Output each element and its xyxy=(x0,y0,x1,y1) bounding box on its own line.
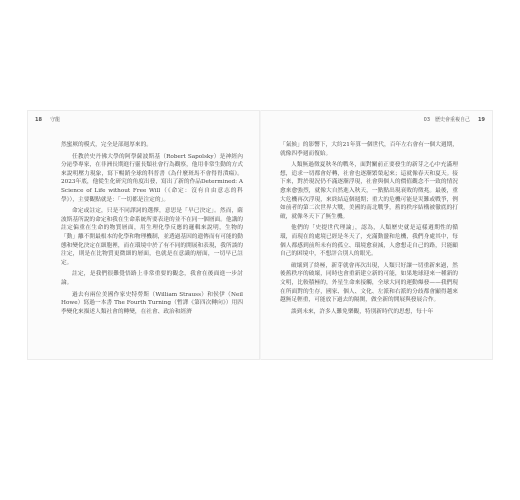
paragraph: 破壞到了終極，新芽就會再次出現，人類只好讓一切重新來過，然後舊秩序的破壞，同時也會重新建立新的可能，如果地球迎來一種新的文明，比較積極的，外星生命來接觸，全球大同的運動爆發——我們現在所面對的生存，國家、個人、文化、左派和右派的分歧都會顯得越來越無足輕重，可能放下過去的隔閡，做全新的開展與發展合作。 xyxy=(280,262,458,304)
paragraph: 命定或註定，只是不同譯詞的選擇，意思是「早已決定」。然而，薩波斯基所說的命定和我在生命系統所要表達的並不在同一個層面。他講的註定偏重在生命的物質層面，用生理化學反應的邏輯來說明，生物的「動」離不開最根本的化學和物理機制，並透過基因的遺傳而有可能的動態和變化決定在細胞裡，而在環境中於了有不同的開展和表現，我所談的注定，則是在比物質更微細的層面，也就是在意識的層面，一切早已註定。 xyxy=(61,208,243,266)
right-page-header xyxy=(424,116,485,123)
running-title: 03 歷史會重複自己 xyxy=(423,117,471,123)
paragraph: 談到未來，許多人難免樂觀，特別新時代的思想，每十年 xyxy=(291,308,434,315)
page-number: 19 xyxy=(478,117,485,123)
paragraph: 「氣候」的影響下，大約21年算一個世代，百年左右會有一個大週期，就像四季週而復始。 xyxy=(280,142,458,157)
right-page xyxy=(260,110,493,360)
paragraph: 人類無過徵夏秋冬的戰冬，面對關前正要發生的新芽之心中充滿理想，追求一切都會好轉，社會也逐漸繁榮起來；這就像春天和夏天。接下來，對於現況仍不滿逐漸浮現，社會與個人的價值觀念不一致的情況愈來愈強烈，就像大自然進入秋天，一點點出現衰敗的徵兆。最後，重大危機再次浮現，來終結這個週期；重大的危機可能是災難或戰爭，例如前者的第二次世界大戰，美國的南北戰爭，舊的秩序結構被徹底的打破，就像冬天下了無生機。 xyxy=(280,162,458,220)
running-title: 守龍 xyxy=(49,117,60,123)
paragraph: 他們的「史提世代理論」，認為，人類歷史就是這樣週期性的循環，而現在的處境已經是冬天了，充滿動盪和危機，我們身處其中，每個人都感到前所未有的孤立、環境愈衰減，人愈想走自己的路，只能顧自己的困境中，不想評合別人的眼光。 xyxy=(280,225,458,258)
left-page-body xyxy=(61,141,243,319)
paragraph: 過去有兩位美國作家史特勞斯（William Strauss）和侯伊（Neil Howe）寫過一本書 The Fourth Turning（暫譯《第四次轉向》）用四季變化來描述人類社會的轉變，在社會、政治和經濟 xyxy=(61,291,243,315)
paragraph: 註定，是我們很難覺悟路上非常重要的觀念，我會在後面進一步討論。 xyxy=(61,271,243,286)
left-page xyxy=(27,110,260,360)
page-number: 18 xyxy=(35,117,42,123)
left-page-header xyxy=(35,116,60,123)
paragraph: 任教於史丹佛大學的阿學薩波斯基（Robert Sapolsky）是神經內分泌學專家，在非洲長期進行靈長類社會行為觀察，他用非常生動的方式來說明壓力現象，寫下暢銷全球的科普書《為什麼斑馬不會得胃潰瘍》。2023年底，他從生化研究的角度出發，寫出了新的作品Determined: A Science of Life without Free Will（《命定：沒有自由意志的科學》），主要觀點就是：「一切都是注定的」。 xyxy=(61,153,243,203)
paragraph: 然蜜厥的模式，完全是部週厚來的。 xyxy=(61,142,152,148)
book-spread xyxy=(27,110,493,360)
right-page-body xyxy=(280,141,458,319)
